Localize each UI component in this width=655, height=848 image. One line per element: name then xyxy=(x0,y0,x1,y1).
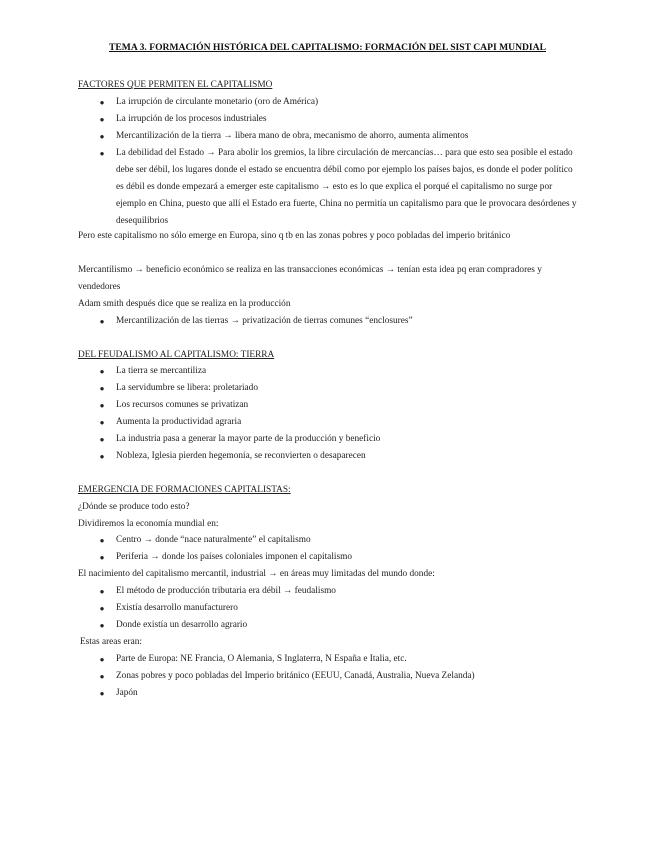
bullet-icon: ● xyxy=(99,317,105,326)
list-item: ● La servidumbre se libera: proletariado xyxy=(78,380,578,397)
paragraph-mercantilismo: Mercantilismo → beneficio económico se realiza en las transacciones económicas → tenían esta idea pq eran compradores y vendedores xyxy=(78,265,542,292)
list-item: ● La irrupción de los procesos industriales xyxy=(78,111,578,128)
list-item: ● Aumenta la productividad agraria xyxy=(78,414,578,431)
bullet-icon: ● xyxy=(99,149,105,158)
list-item: ● La debilidad del Estado → Para abolir los gremios, la libre circulación de mercancías… para que esto sea posible el estado debe ser débil, los lugares donde el estado se encuentra débil como por ejemplo los países bajos, es donde el poder político es débil es donde empezará a emerger este capitalismo → esto es lo que explica el porqué el capitalismo no surge por ejemplo en China, puesto que allí el Estado era fuerte, China no permitía un capitalismo para que le provocara desórdenes y desequilibrios xyxy=(78,145,578,230)
paragraph-imperio: Pero este capitalismo no sólo emerge en Europa, sino q tb en las zonas pobres y poco pobladas del imperio británico xyxy=(78,231,511,241)
bullet-icon: ● xyxy=(99,655,105,664)
centro-periferia-list xyxy=(78,532,578,566)
list-item: ● Zonas pobres y poco pobladas del Imperio británico (EEUU, Canadá, Australia, Nueva Zelanda) xyxy=(78,668,578,685)
paragraph-question: ¿Dónde se produce todo esto? xyxy=(78,502,190,512)
paragraph-adam-smith: Adam smith después dice que se realiza en la producción xyxy=(78,299,291,309)
section-heading-emergencia: EMERGENCIA DE FORMACIONES CAPITALISTAS: xyxy=(78,485,291,495)
list-item: ● El método de producción tributaria era débil → feudalismo xyxy=(78,583,578,600)
paragraph-areas: Estas areas eran: xyxy=(80,637,142,647)
bullet-icon: ● xyxy=(99,604,105,613)
bullet-icon: ● xyxy=(99,115,105,124)
paragraph-dividiremos: Dividiremos la economía mundial en: xyxy=(78,519,219,529)
bullet-icon: ● xyxy=(99,367,105,376)
bullet-icon: ● xyxy=(99,689,105,698)
bullet-icon: ● xyxy=(99,132,105,141)
list-item: ● Parte de Europa: NE Francia, O Alemania, S Inglaterra, N España e Italia, etc. xyxy=(78,651,578,668)
bullet-icon: ● xyxy=(99,621,105,630)
list-item: ● Los recursos comunes se privatizan xyxy=(78,397,578,414)
list-item: ● La tierra se mercantiliza xyxy=(78,363,578,380)
bullet-icon: ● xyxy=(99,98,105,107)
section-heading-feudalismo: DEL FEUDALISMO AL CAPITALISMO: TIERRA xyxy=(78,350,275,360)
list-item: ● La industria pasa a generar la mayor parte de la producción y beneficio xyxy=(78,431,578,448)
factores-list xyxy=(78,94,578,230)
bullet-icon: ● xyxy=(99,401,105,410)
list-item: ● Periferia → donde los países coloniales imponen el capitalismo xyxy=(78,549,578,566)
section-heading-factores: FACTORES QUE PERMITEN EL CAPITALISMO xyxy=(78,80,273,90)
paragraph-nacimiento: El nacimiento del capitalismo mercantil, industrial → en áreas muy limitadas del mundo donde: xyxy=(78,569,435,579)
bullet-icon: ● xyxy=(99,587,105,596)
feudalismo-list xyxy=(78,363,578,465)
document-title: TEMA 3. FORMACIÓN HISTÓRICA DEL CAPITALISMO: FORMACIÓN DEL SIST CAPI MUNDIAL xyxy=(108,42,546,53)
bullet-icon: ● xyxy=(99,672,105,681)
list-item: ● Existía desarrollo manufacturero xyxy=(78,600,578,617)
list-item: ● Japón xyxy=(78,685,578,702)
bullet-icon: ● xyxy=(99,435,105,444)
bullet-icon: ● xyxy=(99,553,105,562)
list-item: ● Nobleza, Iglesia pierden hegemonía, se reconvierten o desaparecen xyxy=(78,448,578,465)
bullet-icon: ● xyxy=(99,452,105,461)
list-item: ● Mercantilización de las tierras → privatización de tierras comunes “enclosures” xyxy=(78,313,578,330)
list-item: ● Centro → donde “nace naturalmente” el capitalismo xyxy=(78,532,578,549)
list-item: ● La irrupción de circulante monetario (oro de América) xyxy=(78,94,578,111)
bullet-icon: ● xyxy=(99,384,105,393)
condiciones-list xyxy=(78,583,578,634)
bullet-icon: ● xyxy=(99,418,105,427)
bullet-icon: ● xyxy=(99,536,105,545)
list-item: ● Mercantilización de la tierra → libera mano de obra, mecanismo de ahorro, aumenta alimentos xyxy=(78,128,578,145)
list-item: ● Donde existía un desarrollo agrario xyxy=(78,617,578,634)
enclosures-list xyxy=(78,313,578,330)
areas-list xyxy=(78,651,578,702)
